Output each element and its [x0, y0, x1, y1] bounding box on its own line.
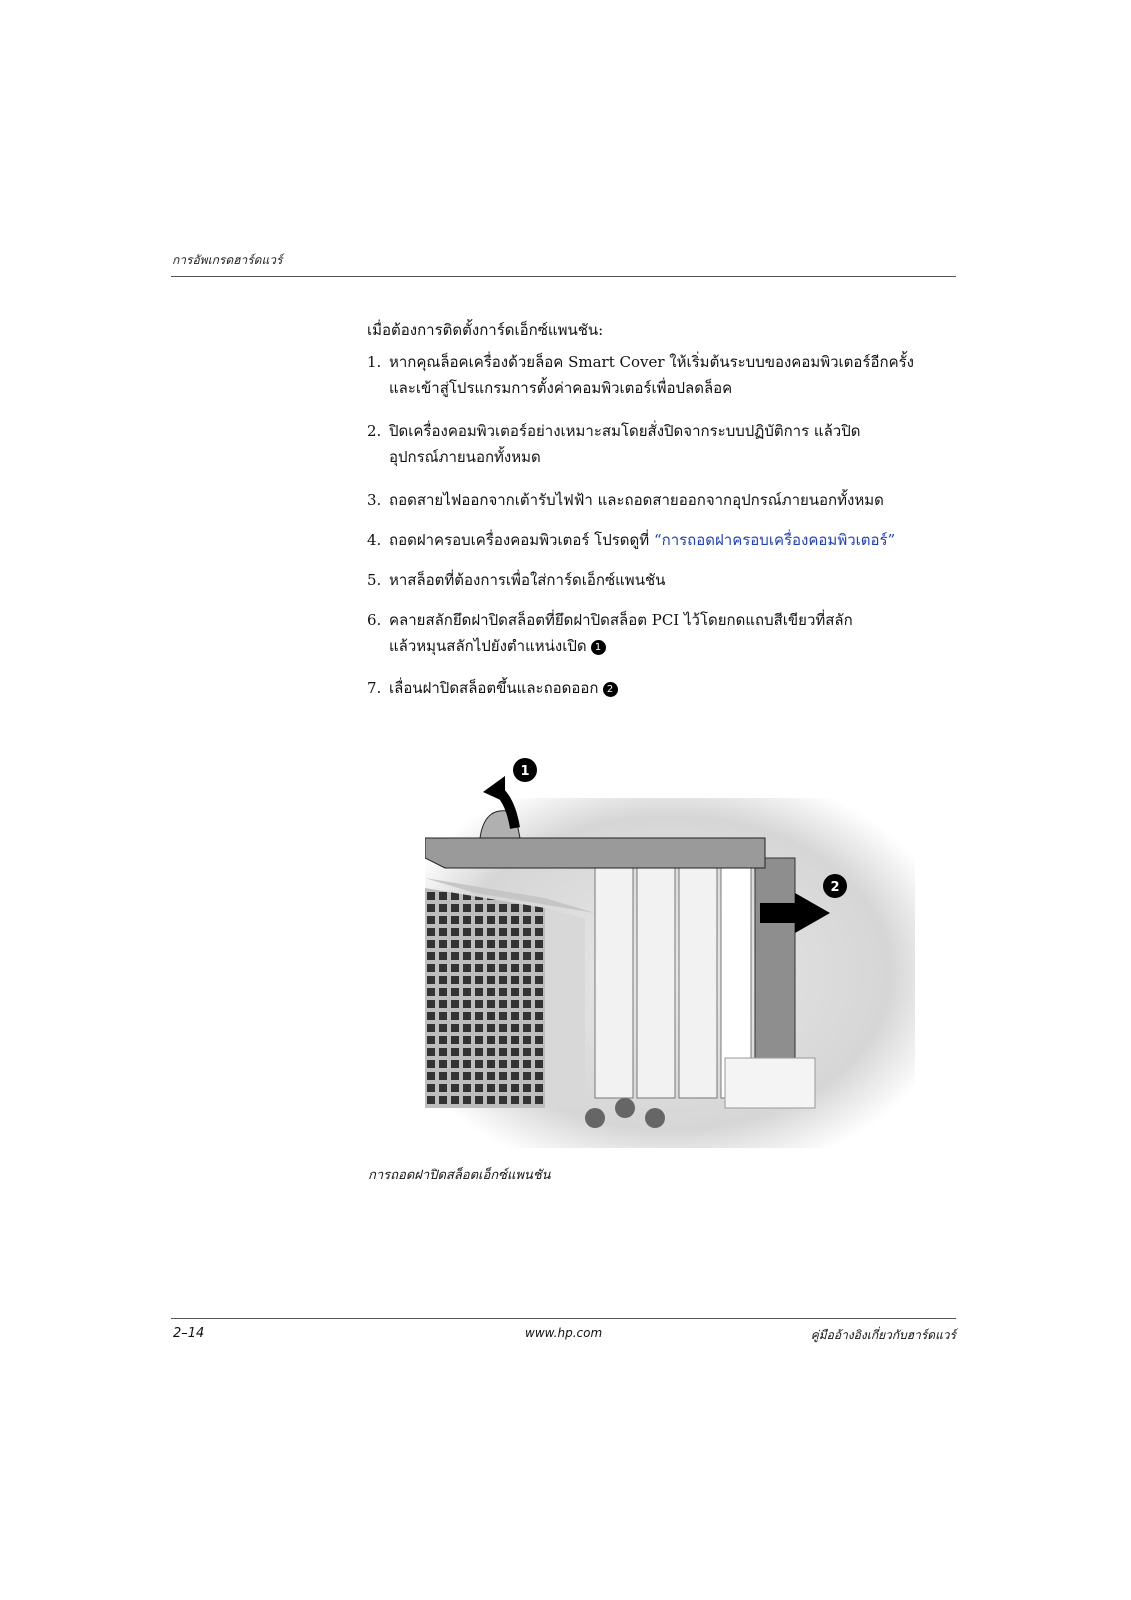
power-supply-vent: [425, 888, 545, 1108]
motherboard-connector: [725, 1058, 815, 1108]
step-line: [389, 675, 959, 701]
footer-url[interactable]: www.hp.com: [525, 1326, 603, 1340]
slot-cover-panel: [595, 868, 633, 1098]
step-line: คลายสลักยึดฝาปิดสล็อตที่ยึดฝาปิดสล็อต PCI ไว้โดยกดแถบสีเขียวที่สลัก: [389, 611, 853, 629]
step-7: [367, 675, 959, 701]
header-rule: [171, 276, 956, 277]
footer-book-title: คู่มืออ้างอิงเกี่ยวกับฮาร์ดแวร์: [810, 1328, 956, 1342]
slot-cover-latch: [425, 838, 765, 868]
callout-1-icon: 1: [591, 640, 606, 655]
figure-callout-2-label: 2: [830, 880, 840, 895]
slot-cover-illustration: [425, 758, 915, 1148]
step-number: 2.: [367, 422, 382, 440]
step-3: [367, 487, 959, 513]
capacitor: [645, 1108, 665, 1128]
step-line: ถอดสายไฟออกจากเต้ารับไฟฟ้า และถอดสายออกจากอุปกรณ์ภายนอกทั้งหมด: [389, 491, 884, 509]
step-2: [367, 418, 959, 470]
step-4: [367, 527, 959, 553]
page-number: 2–14: [173, 1326, 205, 1341]
step-line: หาสล็อตที่ต้องการเพื่อใส่การ์ดเอ็กซ์แพนชัน: [389, 571, 666, 589]
figure-caption: การถอดฝาปิดสล็อตเอ็กซ์แพนชัน: [368, 1168, 551, 1183]
figure-callout-1-label: 1: [520, 764, 530, 779]
expansion-slot-cover-figure: [425, 758, 915, 1148]
step-1: [367, 349, 959, 401]
step-5: [367, 567, 959, 593]
step-number: 7.: [367, 679, 382, 697]
step-line: ปิดเครื่องคอมพิวเตอร์อย่างเหมาะสมโดยสั่งปิดจากระบบปฏิบัติการ แล้วปิด: [389, 422, 861, 440]
slot-cover-panel: [637, 868, 675, 1098]
capacitor: [585, 1108, 605, 1128]
step-line: อุปกรณ์ภายนอกทั้งหมด: [389, 448, 541, 466]
step-number: 1.: [367, 353, 382, 371]
section-header-label: การอัพเกรดฮาร์ดแวร์: [172, 253, 283, 267]
power-supply-side: [545, 908, 585, 1108]
step-number: 6.: [367, 611, 382, 629]
slot-cover-panel: [679, 868, 717, 1098]
step-line: หากคุณล็อคเครื่องด้วยล็อค Smart Cover ให้เริ่มต้นระบบของคอมพิวเตอร์อีกครั้ง: [389, 353, 914, 371]
step-line: [389, 527, 959, 553]
step-line: [389, 633, 959, 659]
step-text: เลื่อนฝาปิดสล็อตขึ้นและถอดออก: [389, 679, 599, 697]
step-6: [367, 607, 959, 659]
step-line: และเข้าสู่โปรแกรมการตั้งค่าคอมพิวเตอร์เพื่อปลดล็อค: [389, 379, 733, 397]
callout-2-icon: 2: [603, 682, 618, 697]
footer-rule: [171, 1318, 956, 1319]
capacitor: [615, 1098, 635, 1118]
intro-text: เมื่อต้องการติดตั้งการ์ดเอ็กซ์แพนชัน:: [367, 321, 604, 339]
step-number: 4.: [367, 531, 382, 549]
step-number: 3.: [367, 491, 382, 509]
remove-cover-link[interactable]: “การถอดฝาครอบเครื่องคอมพิวเตอร์”: [653, 531, 896, 549]
step-number: 5.: [367, 571, 382, 589]
step-text: แล้วหมุนสลักไปยังตำแหน่งเปิด: [389, 637, 587, 655]
step-text: ถอดฝาครอบเครื่องคอมพิวเตอร์ โปรดดูที่: [389, 531, 654, 549]
